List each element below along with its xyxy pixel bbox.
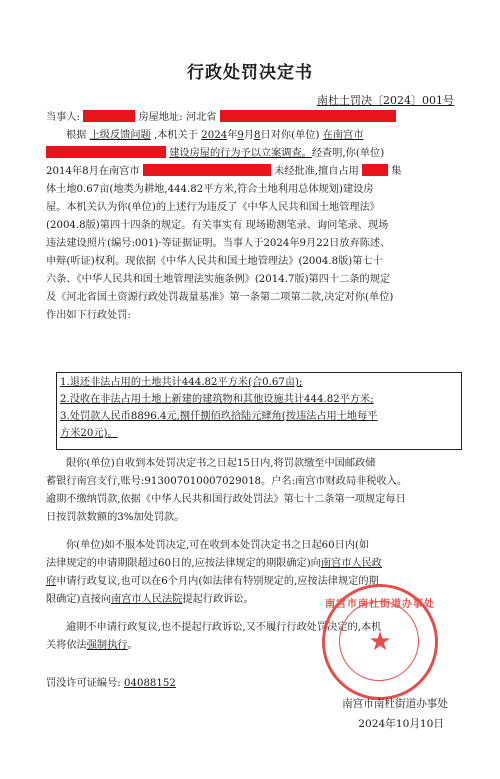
redaction-address xyxy=(220,110,396,122)
para3-line-1: 你(单位)如不服本处罚决定,可在收到本处罚决定书之日起60日内(如 xyxy=(66,540,370,551)
redaction-party xyxy=(83,110,135,122)
text: 申请行政复议,也可以在6个月内(如法律有特别规定的,应按法律规定的期 xyxy=(56,576,379,587)
text: 根据 xyxy=(66,130,87,141)
filing-year: 2024 xyxy=(201,130,228,141)
para1-line-8: 申辩(听证)权利。现依据《中华人民共和国土地管理法》(2004.8版)第七十 xyxy=(46,256,383,267)
case-place: 在南宫市 xyxy=(322,130,364,141)
text: 集 xyxy=(391,166,402,177)
filing-month: 9 xyxy=(237,130,244,141)
permit-number: 04088152 xyxy=(124,678,176,689)
case-description: 建设房屋的行为予以立案调查。 xyxy=(169,148,312,159)
review-authority: 南宫市人民政 xyxy=(320,558,382,569)
text: 法律规定的申请期限超过60日的,应按法律规定的期限确定)向 xyxy=(46,558,321,569)
para1-line-1 xyxy=(46,128,460,143)
para1-line-10: 及《河北省国土资源行政处罚裁量基准》第一条第二项第二款,决定对你(单位) xyxy=(46,292,394,303)
document-number: 南杜土罚决〔2024〕001号 xyxy=(317,94,454,107)
issue-date: 2024年10月10日 xyxy=(358,718,444,730)
para2-line-2: 蓄银行南宫支行,账号:913007010007029018。户名:南宫市财政局非税收入。 xyxy=(46,476,408,487)
text: 限确定)直接向 xyxy=(46,594,112,605)
para2-line-3: 逾期不缴纳罚款,依据《中华人民共和国行政处罚法》第七十二条第一项规定每日 xyxy=(46,494,406,505)
filing-day: 8 xyxy=(254,130,261,141)
penalty-1: 1.退还非法占用的土地共计444.82平方米(合0.67亩); xyxy=(60,377,303,388)
permit-label: 罚没许可证编号: xyxy=(46,678,121,689)
seal-text: 南宫市南杜街道办事处 xyxy=(325,599,435,610)
para2-line-1: 限你(单位)自收到本处罚决定书之日起15日内,将罚款缴至中国邮政储 xyxy=(66,458,376,469)
penalty-2: 2.没收在非法占用土地上新建的建筑物和其他设施共计444.82平方米; xyxy=(60,394,374,405)
para2-line-4: 日按罚款数额的3%加处罚款。 xyxy=(46,512,185,523)
redaction-location xyxy=(46,146,166,158)
party-line xyxy=(46,110,460,125)
para4-line-1: 逾期不申请行政复议,也不提起行政诉讼,又不履行行政处罚决定的,本机 xyxy=(66,622,382,633)
redaction-village xyxy=(143,164,271,176)
redaction-owner xyxy=(362,164,388,176)
court: 南宫市人民法院 xyxy=(111,594,183,605)
penalty-3-cont: 方米20元)。 xyxy=(60,428,118,439)
para1-line-11: 作出如下行政处罚: xyxy=(46,310,131,321)
enforcement: 强制执行 xyxy=(86,640,128,651)
text: 经查明,你(单位) xyxy=(311,148,385,159)
official-seal xyxy=(322,584,438,700)
text: 提起行政诉讼。 xyxy=(182,594,254,605)
party-label: 当事人: xyxy=(46,112,80,123)
para1-line-7: 违法建设照片(编号:001)·等证据证明。当事人于2024年9月22日放弃陈述、 xyxy=(46,238,391,249)
text: 年 xyxy=(227,130,238,141)
text: 2014年8月在南宫市 xyxy=(46,166,140,177)
text: ,本机关于 xyxy=(154,130,198,141)
text: 月 xyxy=(243,130,255,141)
para1-line-4: 体土地0.67亩(地类为耕地,444.82平方米,符合土地利用总体规划)建设房 xyxy=(46,184,374,195)
para1-line-5: 屋。本机关认为你(单位)的上述行为违反了《中华人民共和国土地管理法》 xyxy=(46,202,380,213)
penalty-3: 3.处罚款人民币8896.4元,捌仟捌佰玖拾陆元肆角(按违法占用土地每平 xyxy=(60,411,378,422)
address-value: 河北省 xyxy=(185,112,217,123)
text: 未经批准,擅自占用 xyxy=(274,166,359,177)
para1-line-3 xyxy=(46,164,460,179)
address-label: 房屋地址: xyxy=(138,112,183,123)
case-source: 上级反馈问题 xyxy=(89,130,151,141)
text: 日对你(单位) xyxy=(260,130,320,141)
issuer-name: 南宫市南杜街道办事处 xyxy=(342,698,448,710)
para3-line-2 xyxy=(46,556,460,571)
para1-line-2 xyxy=(46,146,460,161)
star-icon: ★ xyxy=(368,627,392,657)
document-title: 行政处罚决定书 xyxy=(187,63,313,83)
text: 。 xyxy=(127,640,138,651)
review-authority-cont: 府 xyxy=(46,576,57,587)
text: 关将依法 xyxy=(46,640,87,651)
para1-line-9: 六条、《中华人民共和国土地管理法实施条例》(2014.7版)第四十二条的规定 xyxy=(46,274,391,285)
para1-line-6: (2004.8版)第四十四条的规定。有关事实有 现场勘测笔录、询问笔录、现场 xyxy=(46,220,389,231)
